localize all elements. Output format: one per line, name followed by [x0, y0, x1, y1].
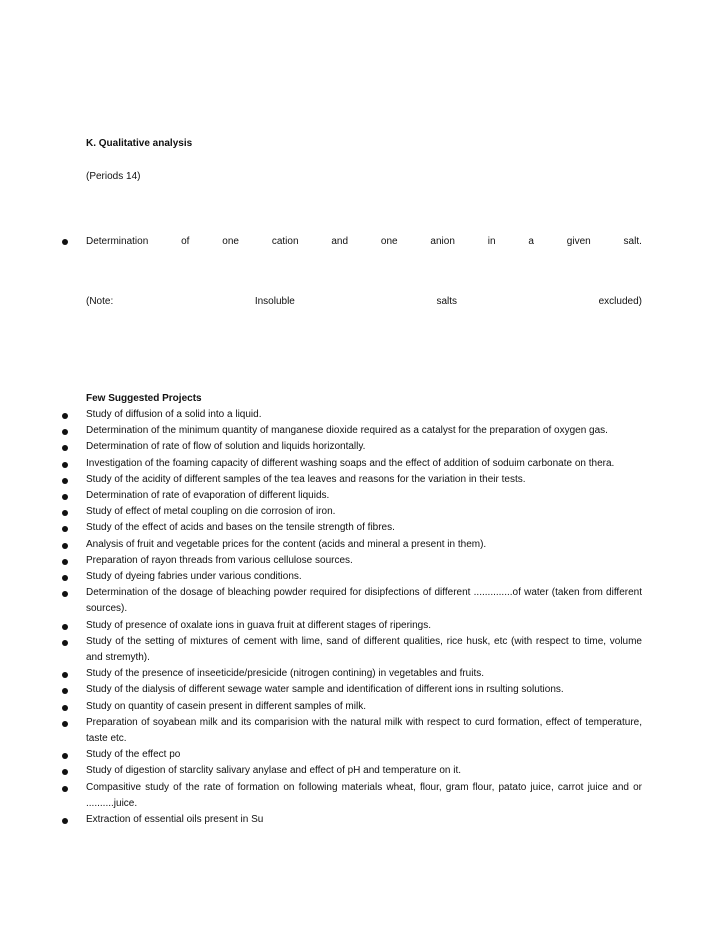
task-word: of — [181, 236, 190, 247]
list-item: Preparation of soyabean milk and its comparision with the natural milk with respect to curd formation, effect of temperature, taste etc. — [86, 715, 642, 747]
qualitative-task — [86, 236, 642, 247]
projects-list — [86, 407, 642, 828]
task-word: given — [566, 236, 591, 247]
list-item: Study of the effect po — [86, 747, 642, 763]
task-word: anion — [430, 236, 455, 247]
task-word: one — [222, 236, 239, 247]
list-item: Analysis of fruit and vegetable prices for the content (acids and mineral a present in them). — [86, 537, 642, 553]
note-word: excluded) — [598, 296, 642, 307]
list-item: Investigation of the foaming capacity of different washing soaps and the effect of addition of soduim carbonate on thera. — [86, 456, 642, 472]
task-word: salt. — [623, 236, 642, 247]
section-title: K. Qualitative analysis — [86, 138, 193, 149]
list-item: Study of the setting of mixtures of cement with lime, sand of different qualities, rice husk, etc (with respect to time, volume and stremyth). — [86, 634, 642, 666]
task-word: a — [528, 236, 534, 247]
list-item: Study of diffusion of a solid into a liquid. — [86, 407, 642, 423]
task-word: in — [487, 236, 496, 247]
task-word: cation — [271, 236, 299, 247]
list-item: Study of the presence of inseeticide/presicide (nitrogen contining) in vegetables and fruits. — [86, 666, 642, 682]
periods-label: (Periods 14) — [86, 171, 141, 182]
list-item: Study of the dialysis of different sewage water sample and identification of different ions in rsulting solutions. — [86, 682, 642, 698]
task-word: one — [380, 236, 398, 247]
list-item: Study on quantity of casein present in different samples of milk. — [86, 699, 642, 715]
list-item: Determination of rate of flow of solution and liquids horizontally. — [86, 439, 642, 455]
list-item: Compasitive study of the rate of formation on following materials wheat, flour, gram flour, patato juice, carrot juice and or ..........juice. — [86, 780, 642, 812]
list-item: Determination of the dosage of bleaching powder required for disipfections of different ..............of water (taken from different sources). — [86, 585, 642, 617]
task-word: and — [331, 236, 349, 247]
list-item: Study of dyeing fabries under various conditions. — [86, 569, 642, 585]
list-item: Preparation of rayon threads from various cellulose sources. — [86, 553, 642, 569]
list-item: Extraction of essential oils present in Su — [86, 812, 642, 828]
list-item: Study of effect of metal coupling on die corrosion of iron. — [86, 504, 642, 520]
list-item: Study of presence of oxalate ions in guava fruit at different stages of riperings. — [86, 618, 642, 634]
projects-heading: Few Suggested Projects — [86, 393, 202, 404]
list-item: Study of the acidity of different samples of the tea leaves and reasons for the variation in their tests. — [86, 472, 642, 488]
list-item: Study of the effect of acids and bases on the tensile strength of fibres. — [86, 520, 642, 536]
list-item: Determination of rate of evaporation of different liquids. — [86, 488, 642, 504]
bullet-icon — [62, 239, 68, 245]
note-word: (Note: — [86, 296, 114, 307]
task-word: Determination — [86, 236, 149, 247]
list-item: Determination of the minimum quantity of manganese dioxide required as a catalyst for the preparation of oxygen gas. — [86, 423, 642, 439]
note-word: salts — [436, 296, 458, 307]
task-note — [86, 296, 642, 307]
note-word: Insoluble — [254, 296, 295, 307]
list-item: Study of digestion of starclity salivary anylase and effect of pH and temperature on it. — [86, 763, 642, 779]
